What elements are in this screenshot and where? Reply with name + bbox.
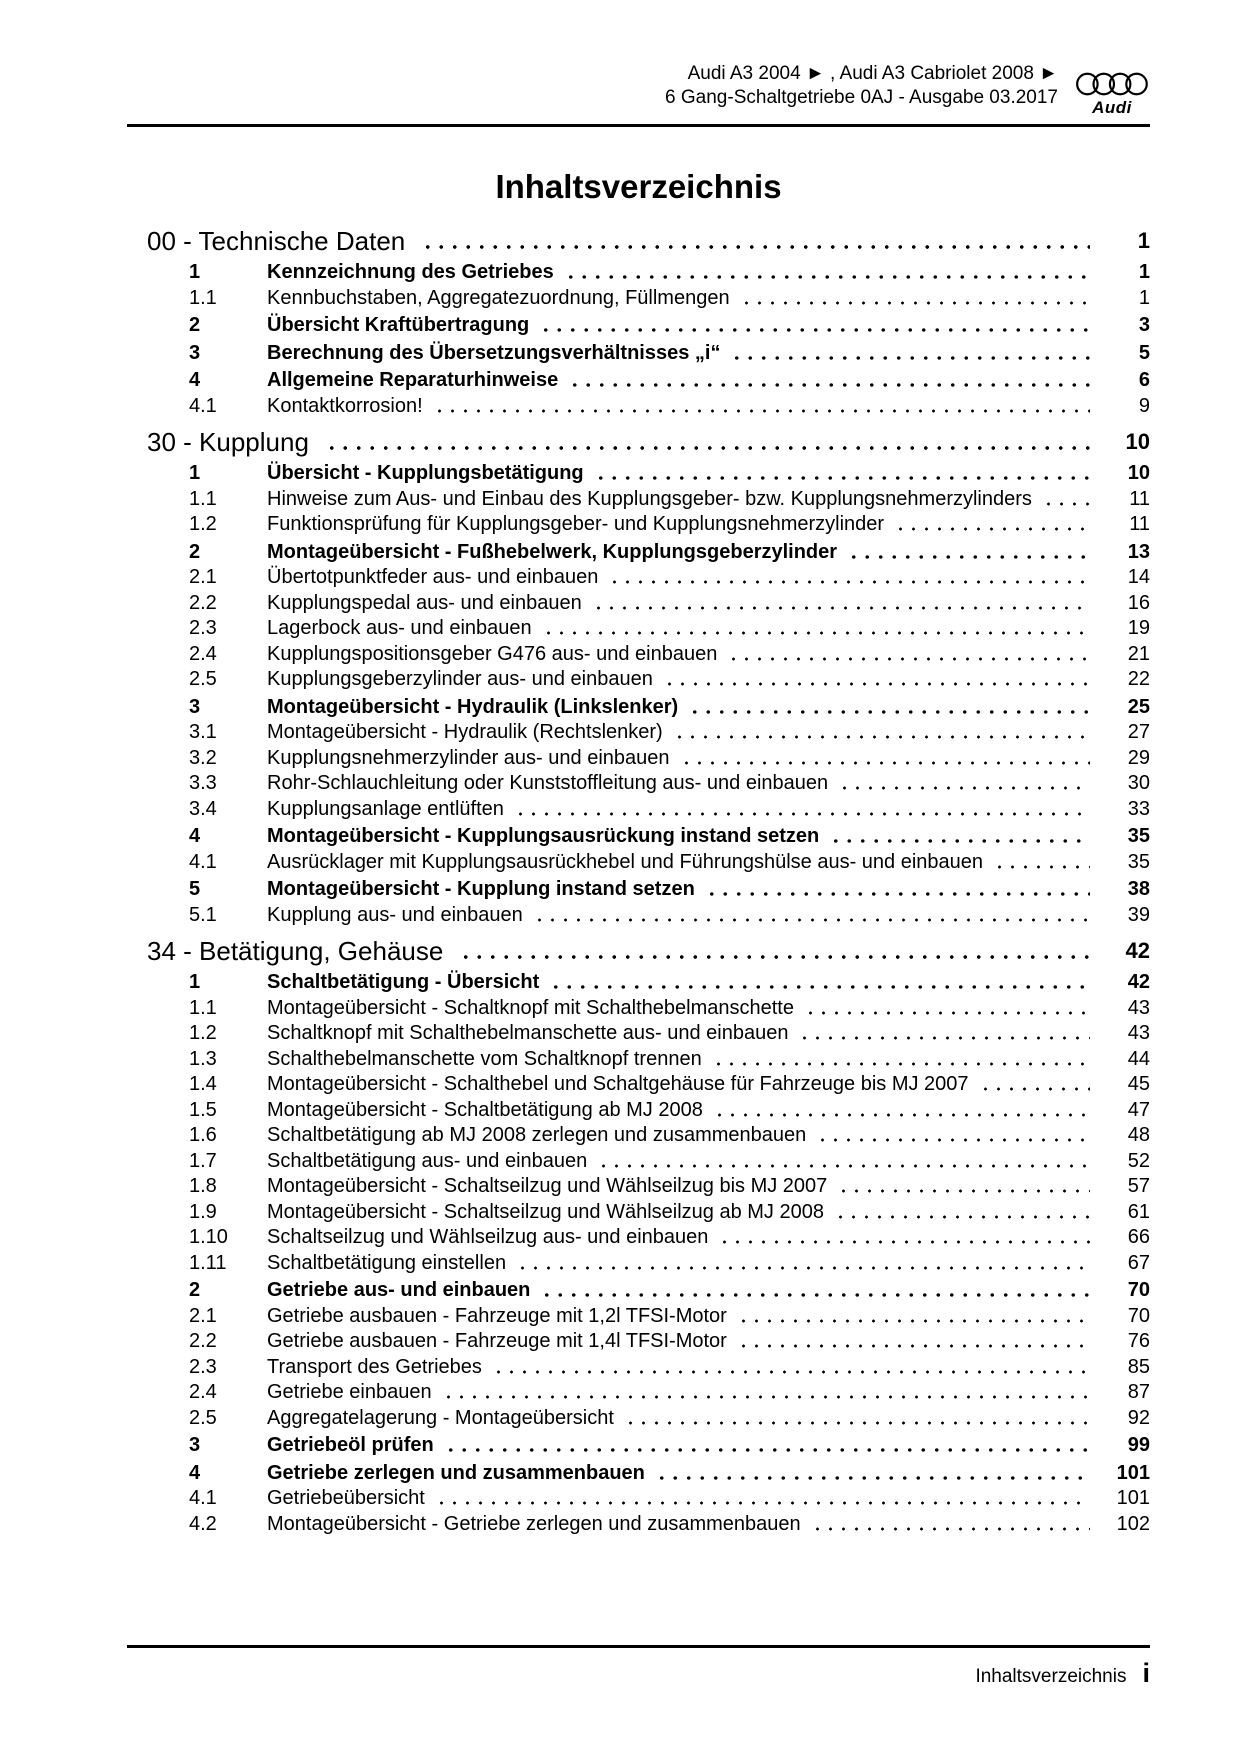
dot-leader [802,996,1090,1022]
entry-title: Montageübersicht - Hydraulik (Linkslenker) [267,695,679,718]
toc-entry-row[interactable] [127,394,1150,420]
toc-entry-row[interactable] [127,1098,1150,1124]
entry-page-number: 30 [1127,772,1150,794]
toc-entry-row[interactable] [127,746,1150,772]
entry-title: Transport des Getriebes [267,1355,482,1378]
entry-page-number: 1 [1138,286,1150,309]
entry-title: Schaltbetätigung - Übersicht [267,971,540,993]
entry-number: 1.2 [189,1022,217,1044]
entry-title: Getriebe ausbauen - Fahrzeuge mit 1,2l TFSI-Motor [267,1304,727,1327]
audi-logo [1074,71,1150,118]
toc-entry-row[interactable] [127,824,1150,850]
dot-leader [678,746,1091,772]
entry-page-number: 101 [1116,1487,1150,1509]
toc-entry-row[interactable] [127,1355,1150,1381]
entry-title: Schalthebelmanschette vom Schaltknopf trennen [267,1047,702,1070]
dot-leader [595,1149,1090,1175]
entry-title: Montageübersicht - Hydraulik (Rechtslenker) [267,721,663,743]
entry-page-number: 57 [1127,1175,1150,1197]
entry-number: 2.2 [189,1330,217,1352]
dot-leader [592,461,1090,487]
footer-label: Inhaltsverzeichnis [975,1666,1127,1687]
entry-number: 1 [189,971,201,993]
entry-number: 4.1 [189,394,217,417]
entry-page-number: 6 [1138,369,1150,391]
entry-title: Kontaktkorrosion! [267,394,423,417]
dot-leader [417,224,1090,258]
entry-number: 1.8 [189,1175,217,1197]
toc-entry-row[interactable] [127,797,1150,823]
toc-entry-row[interactable] [127,1329,1150,1355]
entry-page-number: 19 [1127,617,1150,639]
dot-leader [725,642,1090,668]
entry-number: 2.5 [189,668,217,690]
entry-number: 3 [189,695,201,718]
entry-number: 1.7 [189,1149,217,1172]
toc-entry-row[interactable] [127,1072,1150,1098]
entry-number: 2.5 [189,1406,217,1429]
entry-title: Berechnung des Übersetzungsverhältnisses „i“ [267,341,721,364]
dot-leader [566,368,1090,394]
entry-title: Rohr-Schlauchleitung oder Kunststoffleitung aus- und einbauen [267,772,829,794]
dot-leader [531,903,1090,929]
header-text [665,62,1058,110]
entry-page-number: 76 [1127,1330,1150,1352]
toc-entry-row[interactable] [127,667,1150,693]
dot-leader [661,667,1090,693]
entry-page-number: 22 [1127,668,1150,690]
dot-leader [540,616,1090,642]
dot-leader [809,1512,1090,1538]
dot-leader [835,1174,1090,1200]
toc-entry-row[interactable] [127,341,1150,367]
entry-number: 4.2 [189,1512,217,1535]
dot-leader [431,394,1090,420]
entry-number: 2.3 [189,1355,217,1378]
entry-number: 5.1 [189,903,217,926]
dot-leader [735,1329,1090,1355]
entry-page-number: 45 [1127,1073,1150,1095]
entry-page-number: 39 [1127,903,1150,926]
entry-title: Übersicht - Kupplungsbetätigung [267,462,584,484]
toc-entry-row[interactable] [127,1174,1150,1200]
dot-leader [892,512,1090,538]
entry-title: Schaltseilzug und Wählseilzug aus- und einbauen [267,1226,709,1248]
entry-page-number: 42 [1127,971,1150,993]
dot-leader [836,771,1090,797]
toc-entry-row[interactable] [127,877,1150,903]
dot-leader [703,877,1090,903]
entry-page-number: 43 [1127,996,1150,1019]
entry-number: 3.3 [189,772,217,794]
entry-title: Montageübersicht - Kupplung instand setzen [267,878,695,900]
toc-entry-row[interactable] [127,1278,1150,1304]
dot-leader [991,850,1090,876]
entry-page-number: 102 [1116,1512,1150,1535]
entry-page-number: 9 [1138,394,1150,417]
entry-page-number: 38 [1127,878,1150,900]
toc-entry-row[interactable] [127,1486,1150,1512]
toc [127,224,1150,1537]
toc-entry-row[interactable] [127,1512,1150,1538]
dot-leader [686,695,1090,721]
entry-title: Montageübersicht - Schaltbetätigung ab MJ 2008 [267,1098,703,1121]
entry-page-number: 61 [1127,1200,1150,1223]
toc-entry-row[interactable] [127,260,1150,286]
toc-entry-row[interactable] [127,565,1150,591]
entry-title: Übersicht Kraftübertragung [267,314,530,336]
entry-title: Kupplungsanlage entlüften [267,797,504,820]
chapter-label: 00 - Technische Daten [147,226,406,256]
toc-entry-row[interactable] [127,487,1150,513]
header-rule [127,124,1150,127]
entry-number: 2.1 [189,566,217,588]
dot-leader [653,1461,1090,1487]
entry-number: 1 [189,462,201,484]
chapter-label: 34 - Betätigung, Gehäuse [147,936,444,966]
dot-leader [490,1355,1090,1381]
entry-number: 2.1 [189,1304,217,1327]
entry-page-number: 70 [1127,1279,1150,1301]
entry-page-number: 101 [1116,1461,1150,1484]
entry-title: Montageübersicht - Kupplungsausrückung instand setzen [267,825,820,847]
entry-title: Schaltbetätigung ab MJ 2008 zerlegen und zusammenbauen [267,1124,807,1146]
dot-leader [827,824,1090,850]
entry-title: Schaltbetätigung aus- und einbauen [267,1149,588,1172]
entry-title: Montageübersicht - Getriebe zerlegen und zusammenbauen [267,1512,801,1535]
entry-page-number: 44 [1127,1047,1150,1070]
entry-title: Getriebe zerlegen und zusammenbauen [267,1461,645,1484]
toc-chapter-row[interactable] [127,934,1150,968]
chapter-page-number: 1 [1137,228,1150,253]
entry-page-number: 85 [1127,1355,1150,1378]
entry-page-number: 43 [1127,1022,1150,1044]
entry-number: 2.2 [189,591,217,614]
toc-entry-row[interactable] [127,1251,1150,1277]
chapter-label: 30 - Kupplung [147,427,309,457]
dot-leader [442,1433,1090,1459]
footer-rule [127,1645,1150,1648]
footer-page-number: i [1142,1658,1150,1688]
entry-number: 1 [189,261,201,283]
entry-title: Kupplungspositionsgeber G476 aus- und einbauen [267,642,718,665]
entry-title: Kupplungsnehmerzylinder aus- und einbauen [267,746,670,769]
entry-number: 1.6 [189,1124,217,1146]
toc-entry-row[interactable] [127,286,1150,312]
entry-number: 1.3 [189,1047,217,1070]
entry-page-number: 66 [1127,1226,1150,1248]
entry-title: Getriebeöl prüfen [267,1434,434,1456]
entry-page-number: 33 [1127,797,1150,820]
entry-page-number: 99 [1127,1434,1150,1456]
dot-leader [845,540,1090,566]
toc-entry-row[interactable] [127,512,1150,538]
dot-leader [512,797,1090,823]
toc-entry-row[interactable] [127,1461,1150,1487]
audi-rings-icon [1074,71,1150,97]
entry-number: 2 [189,540,201,563]
chapter-page-number: 42 [1125,938,1150,963]
entry-number: 1.4 [189,1073,217,1095]
toc-entry-row[interactable] [127,642,1150,668]
entry-title: Übertotpunktfeder aus- und einbauen [267,566,599,588]
entry-number: 4.1 [189,1487,217,1509]
entry-number: 1.1 [189,286,217,309]
footer [127,1645,1150,1689]
dot-leader [538,1278,1090,1304]
toc-entry-row[interactable] [127,461,1150,487]
toc-entry-row[interactable] [127,1406,1150,1432]
toc-entry-row[interactable] [127,850,1150,876]
entry-title: Getriebeübersicht [267,1487,425,1509]
dot-leader [514,1251,1090,1277]
dot-leader [455,934,1090,968]
entry-page-number: 67 [1127,1251,1150,1274]
dot-leader [710,1047,1090,1073]
entry-page-number: 14 [1127,566,1150,588]
toc-chapter-row[interactable] [127,425,1150,459]
entry-page-number: 52 [1127,1149,1150,1172]
entry-number: 4 [189,1461,201,1484]
toc-entry-row[interactable] [127,1021,1150,1047]
page-title: Inhaltsverzeichnis [495,168,782,205]
entry-number: 1.9 [189,1200,217,1223]
entry-title: Montageübersicht - Schalthebel und Schaltgehäuse für Fahrzeuge bis MJ 2007 [267,1073,969,1095]
entry-title: Montageübersicht - Schaltknopf mit Schalthebelmanschette [267,996,794,1019]
entry-title: Schaltbetätigung einstellen [267,1251,507,1274]
entry-number: 4 [189,825,201,847]
toc-entry-row[interactable] [127,1380,1150,1406]
entry-page-number: 25 [1127,695,1150,718]
entry-page-number: 5 [1138,341,1150,364]
entry-title: Aggregatelagerung - Montageübersicht [267,1406,614,1429]
dot-leader [433,1486,1090,1512]
entry-number: 3.4 [189,797,217,820]
entry-page-number: 11 [1129,487,1150,510]
toc-entry-row[interactable] [127,771,1150,797]
toc-entry-row[interactable] [127,1304,1150,1330]
dot-leader [832,1200,1090,1226]
entry-number: 1.1 [189,996,217,1019]
entry-number: 2 [189,1279,201,1301]
toc-entry-row[interactable] [127,540,1150,566]
entry-number: 1.10 [189,1226,228,1248]
entry-title: Montageübersicht - Schaltseilzug und Wählseilzug bis MJ 2007 [267,1175,828,1197]
entry-page-number: 21 [1127,642,1150,665]
toc-entry-row[interactable] [127,720,1150,746]
toc-entry-row[interactable] [127,591,1150,617]
dot-leader [537,313,1090,339]
dot-leader [606,565,1090,591]
dot-leader [716,1225,1090,1251]
dot-leader [711,1098,1090,1124]
dot-leader [440,1380,1090,1406]
entry-page-number: 87 [1127,1381,1150,1403]
dot-leader [735,1304,1090,1330]
entry-page-number: 48 [1127,1124,1150,1146]
entry-title: Lagerbock aus- und einbauen [267,617,532,639]
entry-title: Kennzeichnung des Getriebes [267,261,554,283]
toc-entry-row[interactable] [127,313,1150,339]
dot-leader [562,260,1090,286]
entry-page-number: 70 [1127,1304,1150,1327]
entry-number: 1.11 [189,1251,227,1274]
footer-line [127,1658,1150,1689]
entry-number: 1.5 [189,1098,217,1121]
entry-page-number: 1 [1138,261,1150,283]
toc-entry-row[interactable] [127,616,1150,642]
dot-leader [738,286,1090,312]
entry-number: 2.4 [189,1381,217,1403]
entry-number: 4 [189,369,201,391]
dot-leader [622,1406,1090,1432]
toc-entry-row[interactable] [127,695,1150,721]
entry-page-number: 13 [1127,540,1150,563]
toc-entry-row[interactable] [127,903,1150,929]
dot-leader [796,1021,1090,1047]
entry-number: 3.2 [189,746,217,769]
entry-page-number: 3 [1138,314,1150,336]
dot-leader [728,341,1090,367]
entry-page-number: 11 [1129,513,1150,535]
entry-title: Kennbuchstaben, Aggregatezuordnung, Füllmengen [267,286,730,309]
dot-leader [814,1123,1090,1149]
entry-page-number: 35 [1127,825,1150,847]
dot-leader [547,970,1090,996]
header-model-line: Audi A3 2004 ► , Audi A3 Cabriolet 2008 ► [687,63,1058,84]
entry-title: Getriebe ausbauen - Fahrzeuge mit 1,4l TFSI-Motor [267,1330,727,1352]
toc-entry-row[interactable] [127,996,1150,1022]
toc-entry-row[interactable] [127,1200,1150,1226]
entry-title: Ausrücklager mit Kupplungsausrückhebel und Führungshülse aus- und einbauen [267,850,984,873]
entry-page-number: 47 [1127,1098,1150,1121]
entry-number: 3 [189,341,201,364]
entry-number: 3 [189,1434,201,1456]
dot-leader [321,425,1090,459]
entry-page-number: 35 [1127,850,1150,873]
entry-number: 2 [189,314,201,336]
entry-number: 3.1 [189,721,217,743]
entry-number: 2.4 [189,642,217,665]
toc-chapter-row[interactable] [127,224,1150,258]
entry-title: Kupplung aus- und einbauen [267,903,523,926]
dot-leader [977,1072,1090,1098]
entry-title: Hinweise zum Aus- und Einbau des Kupplungsgeber- bzw. Kupplungsnehmerzylinders [267,487,1032,510]
entry-title: Schaltknopf mit Schalthebelmanschette aus- und einbauen [267,1022,789,1044]
entry-page-number: 27 [1127,721,1150,743]
dot-leader [590,591,1090,617]
entry-title: Getriebe aus- und einbauen [267,1279,531,1301]
toc-entry-row[interactable] [127,970,1150,996]
entry-page-number: 10 [1127,462,1150,484]
entry-title: Kupplungspedal aus- und einbauen [267,591,582,614]
entry-title: Kupplungsgeberzylinder aus- und einbauen [267,668,653,690]
entry-number: 2.3 [189,617,217,639]
header [127,0,1150,118]
entry-number: 5 [189,878,201,900]
audi-wordmark: Audi [1092,98,1132,117]
entry-page-number: 16 [1127,591,1150,614]
toc-entry-row[interactable] [127,1225,1150,1251]
chapter-page-number: 10 [1125,429,1150,454]
entry-title: Montageübersicht - Fußhebelwerk, Kupplungsgeberzylinder [267,540,838,563]
entry-number: 1.2 [189,513,217,535]
entry-title: Funktionsprüfung für Kupplungsgeber- und Kupplungsnehmerzylinder [267,513,885,535]
toc-entry-row[interactable] [127,1433,1150,1459]
entry-page-number: 29 [1127,746,1150,769]
header-manual-line: 6 Gang-Schaltgetriebe 0AJ - Ausgabe 03.2017 [665,87,1058,108]
dot-leader [671,720,1090,746]
toc-entry-row[interactable] [127,1047,1150,1073]
toc-entry-row[interactable] [127,1149,1150,1175]
entry-page-number: 92 [1127,1406,1150,1429]
entry-title: Getriebe einbauen [267,1381,432,1403]
toc-entry-row[interactable] [127,368,1150,394]
entry-number: 1.1 [189,487,217,510]
dot-leader [1040,487,1090,513]
entry-title: Montageübersicht - Schaltseilzug und Wählseilzug ab MJ 2008 [267,1200,824,1223]
toc-entry-row[interactable] [127,1123,1150,1149]
entry-number: 4.1 [189,850,217,873]
entry-title: Allgemeine Reparaturhinweise [267,369,559,391]
